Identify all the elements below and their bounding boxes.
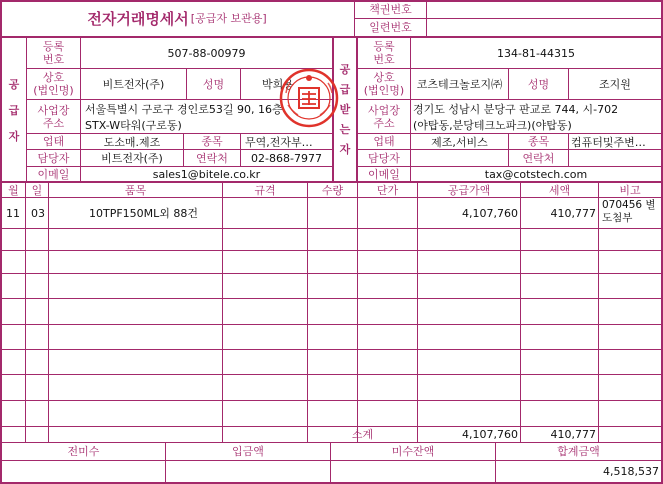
subtotal-tax: 410,777 xyxy=(550,428,596,441)
buyer-side-label: 공 급 받 는 자 xyxy=(339,63,351,156)
supplier-item-label: 종목 xyxy=(201,135,223,148)
row-month: 11 xyxy=(6,206,20,220)
supplier-phone-label: 연락처 xyxy=(196,151,228,165)
supplier-name-label: 성명 xyxy=(202,77,225,91)
supplier-email-label: 이메일 xyxy=(37,167,70,181)
grand-total-label: 합계금액 xyxy=(557,445,600,458)
buyer-biz-type-label: 업태 xyxy=(373,135,395,148)
serial-no-field[interactable] xyxy=(428,19,660,36)
buyer-item: 컴퓨터및주변… xyxy=(571,135,646,149)
supplier-company: 비트전자(주) xyxy=(102,78,165,91)
buyer-reg-no: 134-81-44315 xyxy=(497,46,575,60)
buyer-name-label: 성명 xyxy=(527,77,550,91)
buyer-phone-label: 연락처 xyxy=(522,151,555,165)
unpaid-balance-label: 미수잔액 xyxy=(391,445,435,458)
supplier-address-line2: STX-W타워(구로동) xyxy=(85,118,182,132)
payment-value xyxy=(166,461,328,482)
supplier-company-label: 상호 (법인명) xyxy=(33,71,74,97)
book-no-field[interactable] xyxy=(428,1,660,18)
col-header-spec: 규격 xyxy=(254,183,276,197)
buyer-email-label: 이메일 xyxy=(368,167,400,181)
grand-total-value: 4,518,537 xyxy=(603,465,659,478)
supplier-side-label: 공 급 자 xyxy=(8,77,20,143)
col-header-note: 비고 xyxy=(619,183,641,197)
row-supply: 4,107,760 xyxy=(462,206,518,220)
supplier-reg-no: 507-88-00979 xyxy=(167,46,246,60)
buyer-company: 코츠테크놀로지㈜ xyxy=(416,78,503,91)
subtotal-supply: 4,107,760 xyxy=(462,428,518,441)
buyer-name: 조지원 xyxy=(599,78,631,91)
unpaid-balance-value xyxy=(331,461,493,482)
supplier-address-line1: 서울특별시 구로구 경인로53길 90, 16층 xyxy=(85,102,283,116)
row-qty xyxy=(308,198,357,228)
supplier-item: 무역,전자부… xyxy=(245,135,313,149)
row-tax: 410,777 xyxy=(550,206,596,220)
prev-unpaid-value xyxy=(2,461,163,482)
supplier-phone: 02-868-7977 xyxy=(251,151,322,165)
col-header-supply: 공급가액 xyxy=(447,183,491,197)
buyer-address-line1: 경기도 성남시 분당구 판교로 744, 시-702 xyxy=(413,102,619,116)
prev-unpaid-label: 전미수 xyxy=(67,445,100,458)
buyer-phone xyxy=(569,150,661,166)
title-main: 전자거래명세서 xyxy=(87,9,189,28)
buyer-contact-label: 담당자 xyxy=(368,151,400,165)
book-no-label: 책권번호 xyxy=(369,3,412,16)
buyer-contact xyxy=(411,150,508,166)
supplier-contact: 비트전자(주) xyxy=(101,152,163,165)
payment-label: 입금액 xyxy=(232,445,264,458)
subtotal-label: 소계 xyxy=(351,428,374,441)
buyer-address-label: 사업장 주소 xyxy=(368,103,400,130)
row-note: 070456 별도첨부 xyxy=(602,199,656,224)
row-day: 03 xyxy=(31,206,45,220)
supplier-reg-no-label: 등록 번호 xyxy=(42,40,65,66)
document-title xyxy=(0,0,354,36)
title-subtitle: [공급자 보관용] xyxy=(190,12,267,25)
supplier-address-label: 사업장 주소 xyxy=(37,103,70,130)
supplier-biz-type: 도소매.제조 xyxy=(103,135,161,149)
row-item: 10TPF150ML외 88건 xyxy=(89,207,199,220)
col-header-day: 일 xyxy=(31,183,43,197)
supplier-biz-type-label: 업태 xyxy=(42,135,65,148)
row-unit-price xyxy=(358,198,417,228)
col-header-tax: 세액 xyxy=(548,183,571,197)
buyer-company-label: 상호 (법인명) xyxy=(363,71,405,97)
buyer-address-line2: (야탑동,분당테크노파크)(야탑동) xyxy=(413,118,572,132)
supplier-email: sales1@bitele.co.kr xyxy=(152,167,261,181)
supplier-contact-label: 담당자 xyxy=(37,151,70,165)
buyer-email: tax@cotstech.com xyxy=(484,167,588,181)
col-header-month: 월 xyxy=(8,183,19,197)
col-header-qty: 수량 xyxy=(321,183,344,197)
supplier-name: 박희용 xyxy=(262,78,294,91)
row-spec xyxy=(223,198,307,228)
col-header-unit-price: 단가 xyxy=(376,183,399,197)
buyer-item-label: 종목 xyxy=(527,135,550,148)
buyer-reg-no-label: 등록 번호 xyxy=(373,40,395,66)
col-header-item: 품목 xyxy=(124,183,147,197)
serial-no-label: 일련번호 xyxy=(369,21,412,34)
buyer-biz-type: 제조,서비스 xyxy=(431,135,488,149)
